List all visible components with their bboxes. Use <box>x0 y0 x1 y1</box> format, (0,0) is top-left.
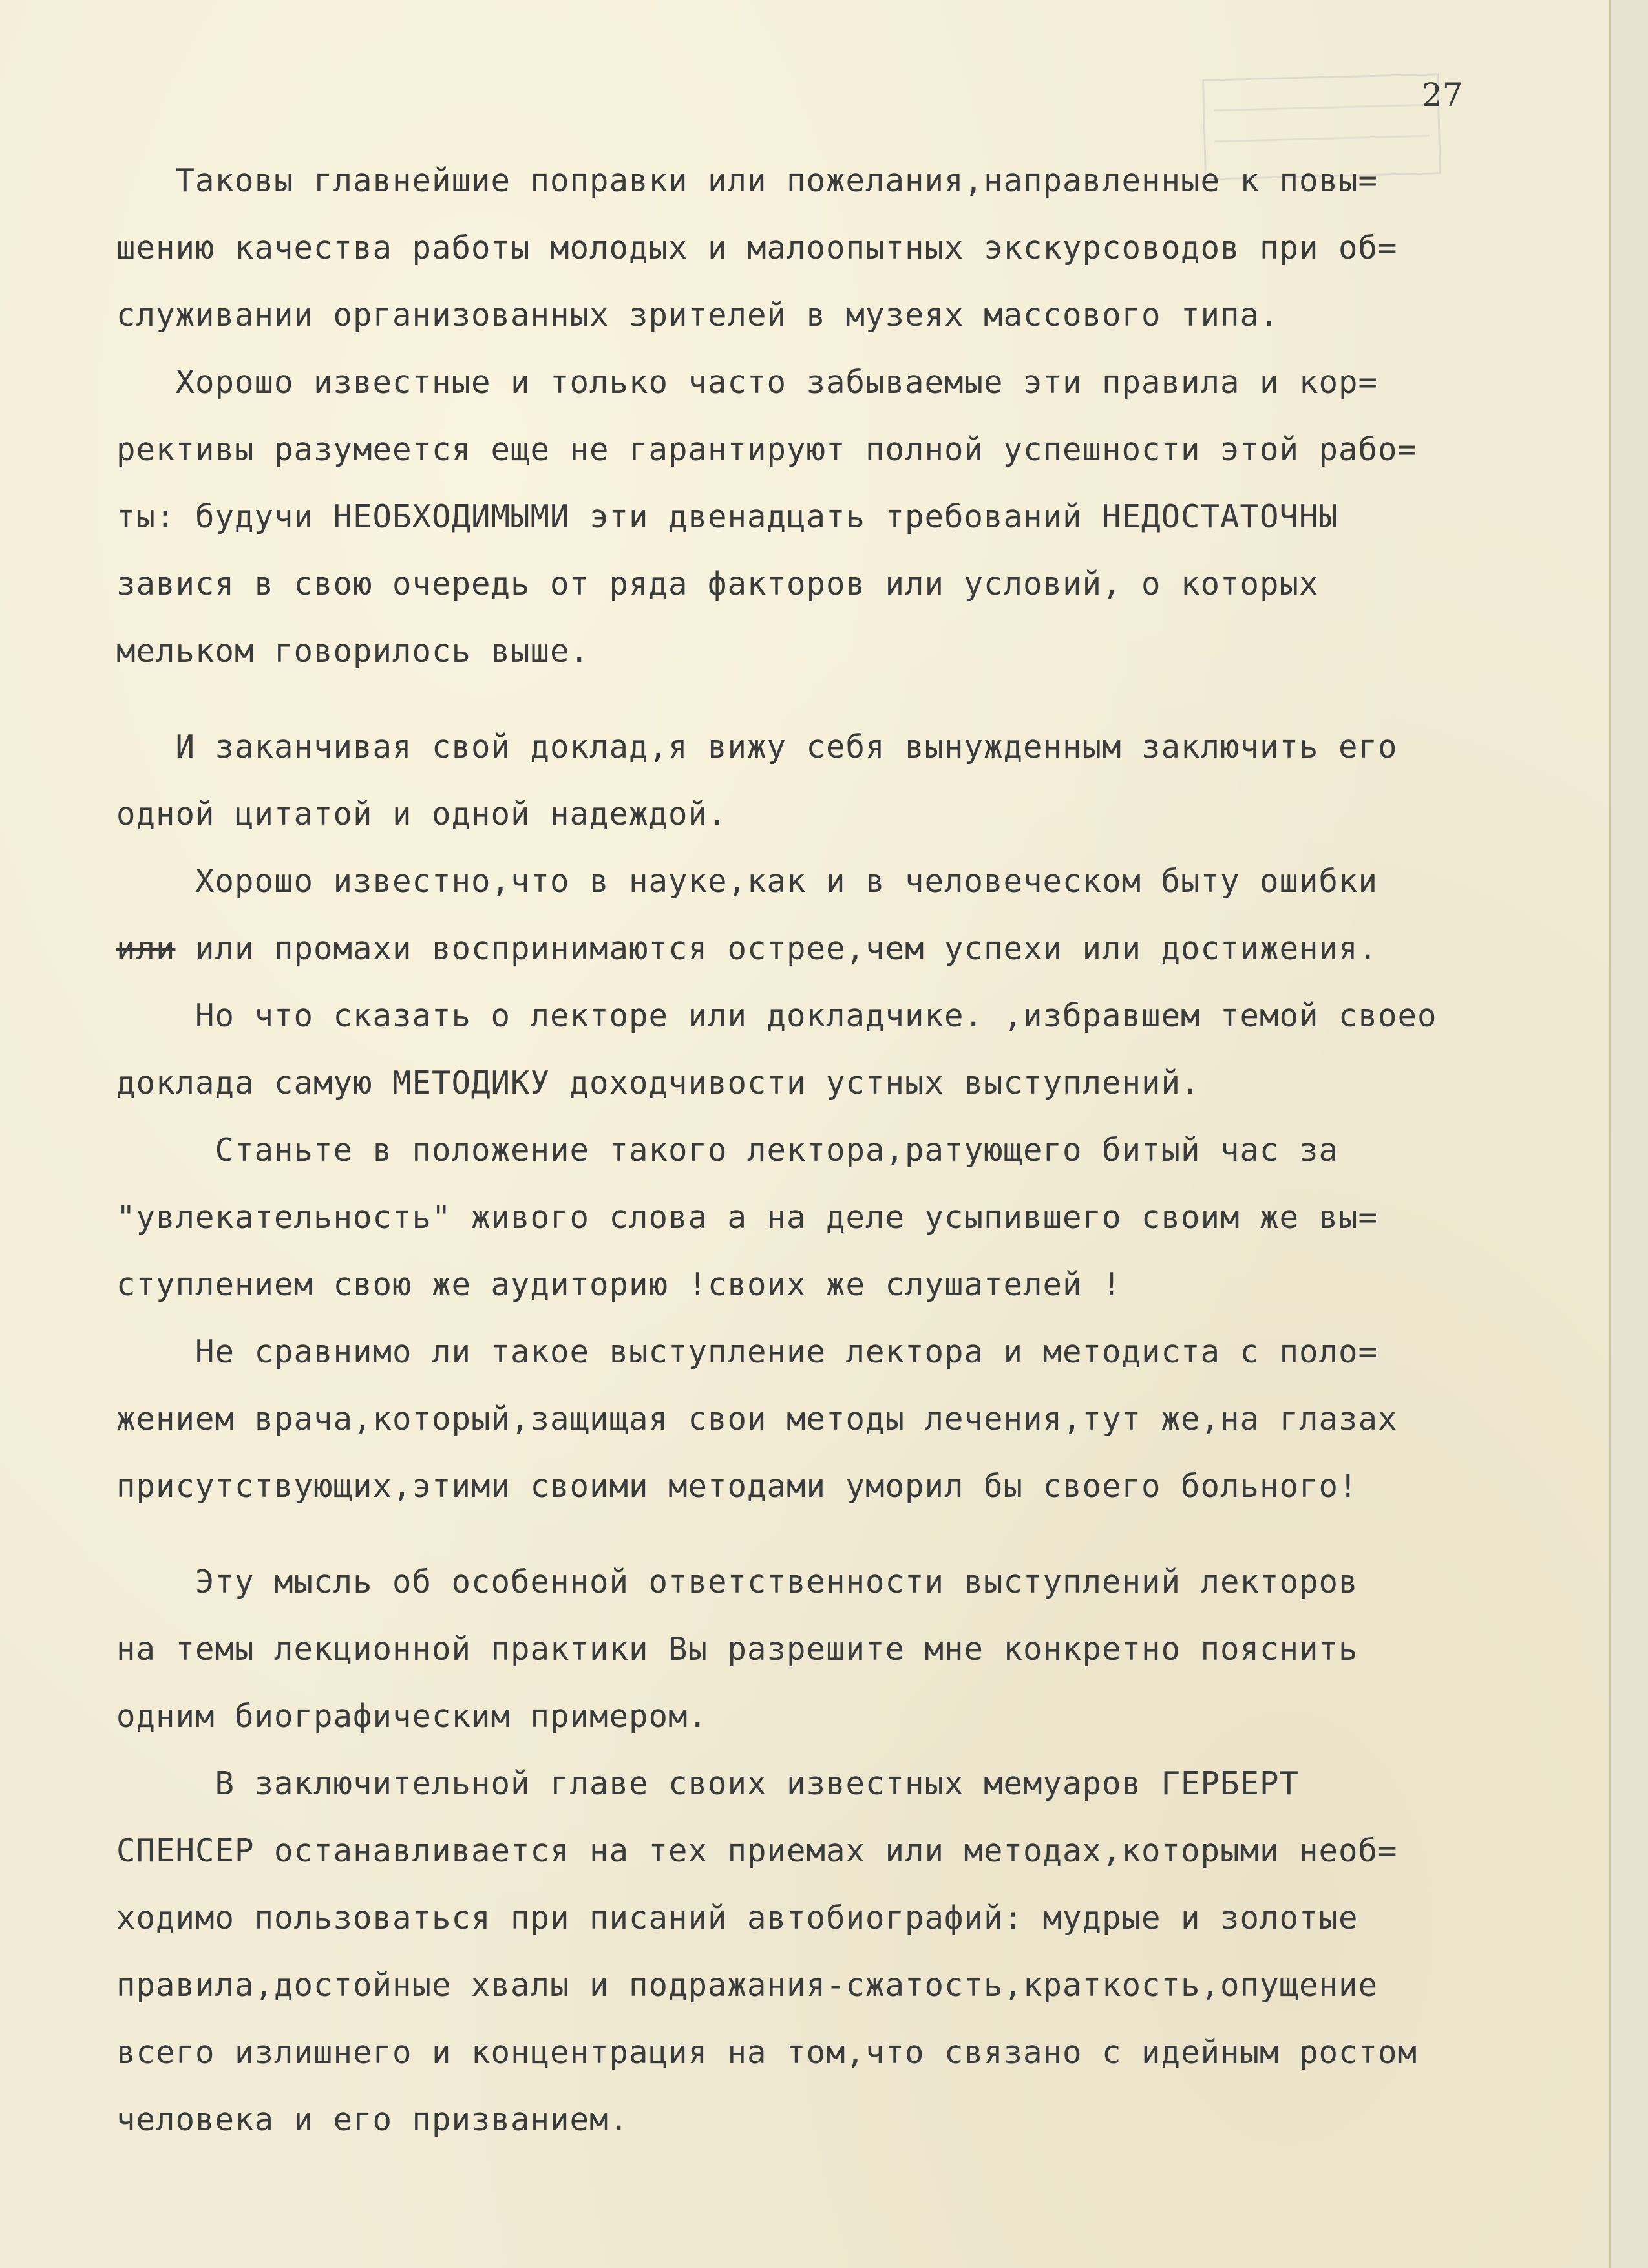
paragraph-gap <box>116 1520 1590 1549</box>
page-number: 27 <box>1422 76 1463 114</box>
line-text: шению качества работы молодых и малоопытных экскурсоводов при об= <box>116 229 1398 266</box>
text-line <box>116 1251 1590 1319</box>
line-text: одной цитатой и одной надеждой. <box>116 796 728 832</box>
text-line <box>116 483 1590 551</box>
text-line <box>116 1683 1590 1750</box>
text-line <box>116 915 1590 982</box>
line-text: всего излишнего и концентрация на том,что связано с идейным ростом <box>116 2034 1418 2071</box>
line-text: или промахи воспринимаются острее,чем успехи или достижения. <box>175 930 1379 967</box>
text-line <box>116 714 1590 781</box>
line-text: правила,достойные хвалы и подражания-сжатость,краткость,опущение <box>116 1967 1379 2004</box>
line-text: ты: будучи НЕОБХОДИМЫМИ эти двенадцать требований НЕДОСТАТОЧНЫ <box>116 498 1339 535</box>
text-line <box>116 416 1590 483</box>
line-indent <box>116 997 195 1034</box>
line-text: жением врача,который,защищая свои методы лечения,тут же,на глазах <box>116 1401 1398 1437</box>
text-line <box>116 1616 1590 1683</box>
line-indent <box>116 364 176 401</box>
text-line <box>116 2086 1590 2154</box>
text-line <box>116 551 1590 618</box>
line-text: завися в свою очередь от ряда факторов или условий, о которых <box>116 566 1319 602</box>
text-line <box>116 1818 1590 1885</box>
line-text: Хорошо известно,что в науке,как и в человеческом быту ошибки <box>195 863 1379 900</box>
line-text: Не сравнимо ли такое выступление лектора и методиста с поло= <box>195 1333 1379 1370</box>
text-line <box>116 1184 1590 1251</box>
line-text: Таковы главнейшие поправки или пожелания,направленные к повы= <box>175 162 1379 199</box>
paragraph <box>116 848 1590 982</box>
text-line <box>116 349 1590 416</box>
text-line <box>116 848 1590 915</box>
struck-word: или <box>116 930 176 967</box>
line-text: одним биографическим примером. <box>116 1698 708 1735</box>
text-line <box>116 1453 1590 1520</box>
line-text: присутствующих,этими своими методами уморил бы своего больного! <box>116 1468 1358 1505</box>
line-text: доклада самую МЕТОДИКУ доходчивости устных выступлений. <box>116 1065 1201 1101</box>
line-text: СПЕНСЕР останавливается на тех приемах или методах,которыми необ= <box>116 1832 1398 1869</box>
line-text: человека и его призванием. <box>116 2101 629 2138</box>
line-indent <box>116 1333 195 1370</box>
line-indent <box>116 728 176 765</box>
text-line <box>116 982 1590 1050</box>
line-text: "увлекательность" живого слова а на деле усыпившего своим же вы= <box>116 1199 1379 1236</box>
text-line <box>116 1117 1590 1184</box>
line-text: служивании организованных зрителей в музеях массового типа. <box>116 297 1280 334</box>
line-text: Но что сказать о лекторе или докладчике. ,избравшем темой своео <box>195 997 1437 1034</box>
line-text: Хорошо известные и только часто забываемые эти правила и кор= <box>175 364 1379 401</box>
document-body <box>116 147 1590 2154</box>
text-line <box>116 1952 1590 2019</box>
line-indent <box>116 1132 215 1169</box>
paragraph <box>116 349 1590 685</box>
paragraph <box>116 1549 1590 1750</box>
text-line <box>116 2019 1590 2086</box>
line-text: мельком говорилось выше. <box>116 633 590 670</box>
text-line <box>116 1885 1590 1952</box>
paragraph <box>116 982 1590 1117</box>
line-text: рективы разумеется еще не гарантируют полной успешности этой рабо= <box>116 431 1418 468</box>
text-line <box>116 1050 1590 1117</box>
line-text: ходимо пользоваться при писаний автобиографий: мудрые и золотые <box>116 1900 1358 1936</box>
paragraph <box>116 1750 1590 2154</box>
line-indent <box>116 1765 215 1802</box>
paragraph <box>116 1117 1590 1319</box>
text-line <box>116 147 1590 215</box>
text-line <box>116 282 1590 349</box>
line-text: Эту мысль об особенной ответственности выступлений лекторов <box>195 1563 1358 1600</box>
paragraph-gap <box>116 685 1590 714</box>
paragraph <box>116 1319 1590 1520</box>
paragraph <box>116 147 1590 349</box>
line-text: Станьте в положение такого лектора,ратующего битый час за <box>215 1132 1339 1169</box>
line-indent <box>116 162 176 199</box>
text-line <box>116 1750 1590 1818</box>
text-line <box>116 1319 1590 1386</box>
page-edge <box>1609 0 1648 2268</box>
line-indent <box>116 863 195 900</box>
text-line <box>116 215 1590 282</box>
text-line <box>116 781 1590 848</box>
line-text: В заключительной главе своих известных мемуаров ГЕРБЕРТ <box>215 1765 1300 1802</box>
text-line <box>116 618 1590 685</box>
line-text: ступлением свою же аудиторию !своих же слушателей ! <box>116 1266 1122 1303</box>
line-text: И заканчивая свой доклад,я вижу себя вынужденным заключить его <box>175 728 1398 765</box>
text-line <box>116 1386 1590 1453</box>
paragraph <box>116 714 1590 848</box>
line-indent <box>116 1563 195 1600</box>
line-text: на темы лекционной практики Вы разрешите мне конкретно пояснить <box>116 1631 1358 1668</box>
text-line <box>116 1549 1590 1616</box>
